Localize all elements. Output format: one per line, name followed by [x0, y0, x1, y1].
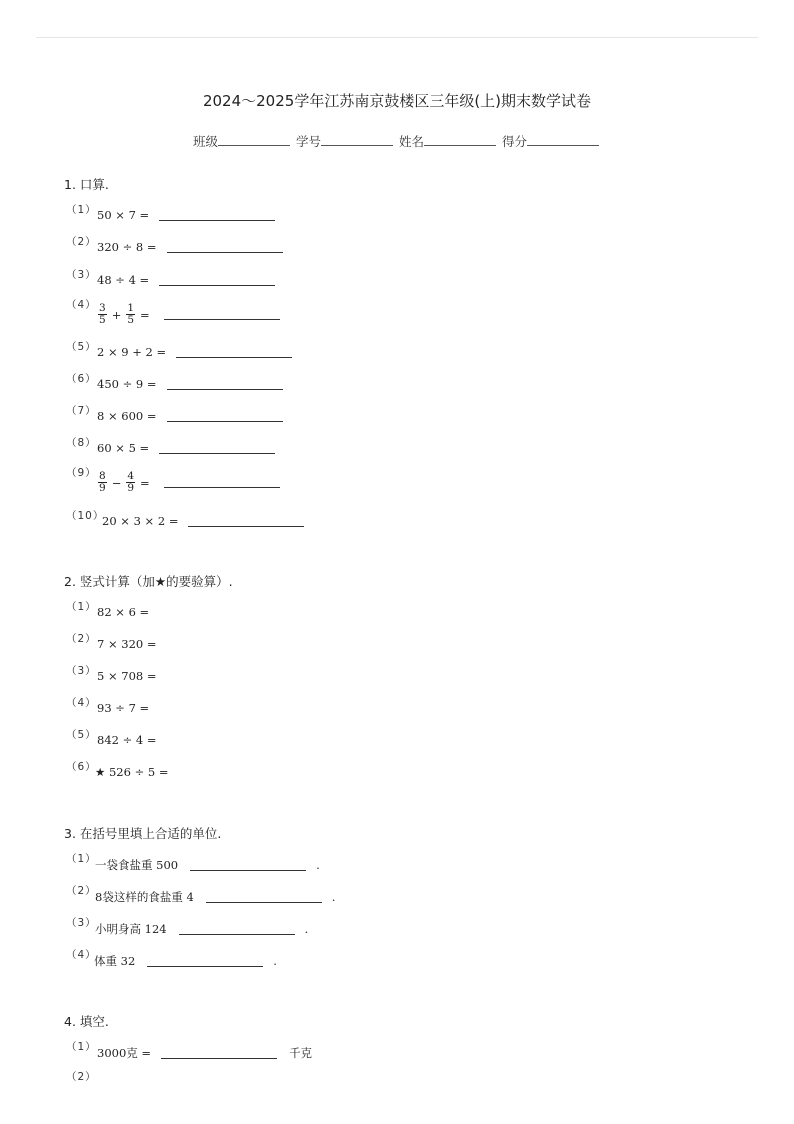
info-name [399, 132, 498, 150]
question-expression: 3000克 = [97, 1046, 152, 1060]
operator: − [111, 475, 122, 490]
info-class-label: 班级 [192, 134, 218, 149]
numerator: 1 [127, 302, 135, 314]
trailing-period: . [316, 858, 320, 872]
question-number: （6） [66, 373, 97, 385]
page-top-rule [36, 37, 758, 38]
question-number: （4） [66, 697, 97, 709]
denominator: 5 [99, 314, 106, 326]
question-number: （4） [66, 949, 97, 961]
trailing-period: . [273, 954, 277, 968]
question-number: （2） [66, 885, 97, 897]
question-number: （2） [66, 633, 97, 645]
info-number-label: 学号 [295, 134, 321, 149]
info-class [193, 132, 292, 150]
question-expression: 一袋食盐重 500 [95, 858, 179, 872]
trailing-period: . [331, 890, 336, 904]
fraction-1 [98, 471, 107, 494]
answer-blank[interactable] [206, 892, 322, 903]
question-number: （2） [66, 236, 97, 248]
unit-label: 千克 [289, 1046, 313, 1060]
fraction-1 [98, 303, 107, 326]
info-number [296, 132, 395, 150]
question-number: （3） [66, 269, 97, 281]
operator: + [111, 307, 122, 322]
answer-blank[interactable] [167, 379, 283, 390]
question-expression: ★ 526 ÷ 5 = [95, 765, 169, 779]
answer-blank[interactable] [159, 443, 275, 454]
answer-blank[interactable] [167, 242, 283, 253]
answer-blank[interactable] [161, 1048, 277, 1059]
denominator: 5 [127, 314, 135, 326]
info-name-blank[interactable] [424, 133, 496, 146]
question-number: （9） [66, 467, 97, 479]
question-number: （10） [66, 510, 105, 522]
question-expression: 450 ÷ 9 = [97, 377, 157, 391]
question-number: （1） [66, 601, 97, 613]
question-number: （3） [66, 665, 97, 677]
info-score-label: 得分 [501, 134, 527, 149]
answer-blank[interactable] [164, 477, 280, 488]
numerator: 3 [99, 302, 106, 314]
fraction-2 [126, 303, 135, 326]
section-4-heading: 4. 填空. [64, 1014, 109, 1029]
question-expression: 842 ÷ 4 = [97, 733, 157, 747]
question-number: （5） [66, 729, 97, 741]
question-number: （7） [66, 405, 97, 417]
question-expression: 93 ÷ 7 = [97, 701, 150, 715]
question-number: （3） [66, 917, 97, 929]
numerator: 4 [127, 470, 135, 482]
question-expression: 320 ÷ 8 = [97, 240, 157, 254]
answer-blank[interactable] [159, 210, 275, 221]
answer-blank[interactable] [147, 956, 263, 967]
question-number: （4） [66, 299, 97, 311]
info-name-label: 姓名 [398, 134, 424, 149]
answer-blank[interactable] [167, 411, 283, 422]
fraction-2 [126, 471, 135, 494]
equals-sign: = [140, 475, 150, 490]
question-expression: 2 × 9 + 2 = [97, 345, 167, 359]
question-number: （1） [66, 204, 97, 216]
question-expression: 小明身高 124 [95, 922, 167, 936]
question-expression: 82 × 6 = [97, 605, 150, 619]
exam-title: 2024～2025学年江苏南京鼓楼区三年级(上)期末数学试卷 [202, 92, 592, 110]
info-score-blank[interactable] [527, 133, 599, 146]
question-number: （1） [66, 853, 97, 865]
question-expression: 50 × 7 = [97, 208, 150, 222]
question-number: （8） [66, 437, 97, 449]
answer-blank[interactable] [188, 516, 304, 527]
denominator: 9 [99, 482, 106, 494]
student-info-row [0, 132, 794, 150]
numerator: 8 [99, 470, 106, 482]
section-2-heading: 2. 竖式计算（加★的要验算）. [64, 574, 233, 589]
question-number: （2） [66, 1071, 97, 1083]
question-expression: 8 × 600 = [97, 409, 157, 423]
info-class-blank[interactable] [218, 133, 290, 146]
question-expression: 7 × 320 = [97, 637, 157, 651]
denominator: 9 [127, 482, 135, 494]
question-expression: 60 × 5 = [97, 441, 150, 455]
question-number: （5） [66, 341, 97, 353]
answer-blank[interactable] [179, 924, 295, 935]
info-number-blank[interactable] [321, 133, 393, 146]
section-3-heading: 3. 在括号里填上合适的单位. [64, 826, 222, 841]
question-expression: 20 × 3 × 2 = [102, 514, 179, 528]
question-expression: 5 × 708 = [97, 669, 157, 683]
answer-blank[interactable] [159, 275, 275, 286]
question-expression: 体重 32 [94, 954, 136, 968]
answer-blank[interactable] [190, 860, 306, 871]
question-number: （1） [66, 1041, 97, 1053]
trailing-period: . [304, 922, 309, 936]
answer-blank[interactable] [164, 309, 280, 320]
answer-blank[interactable] [176, 347, 292, 358]
question-expression: 8袋这样的食盐重 4 [95, 890, 194, 904]
question-expression: 48 ÷ 4 = [97, 273, 150, 287]
question-number: （6） [66, 761, 97, 773]
section-1-heading: 1. 口算. [64, 177, 109, 192]
info-score [502, 132, 601, 150]
equals-sign: = [140, 307, 150, 322]
